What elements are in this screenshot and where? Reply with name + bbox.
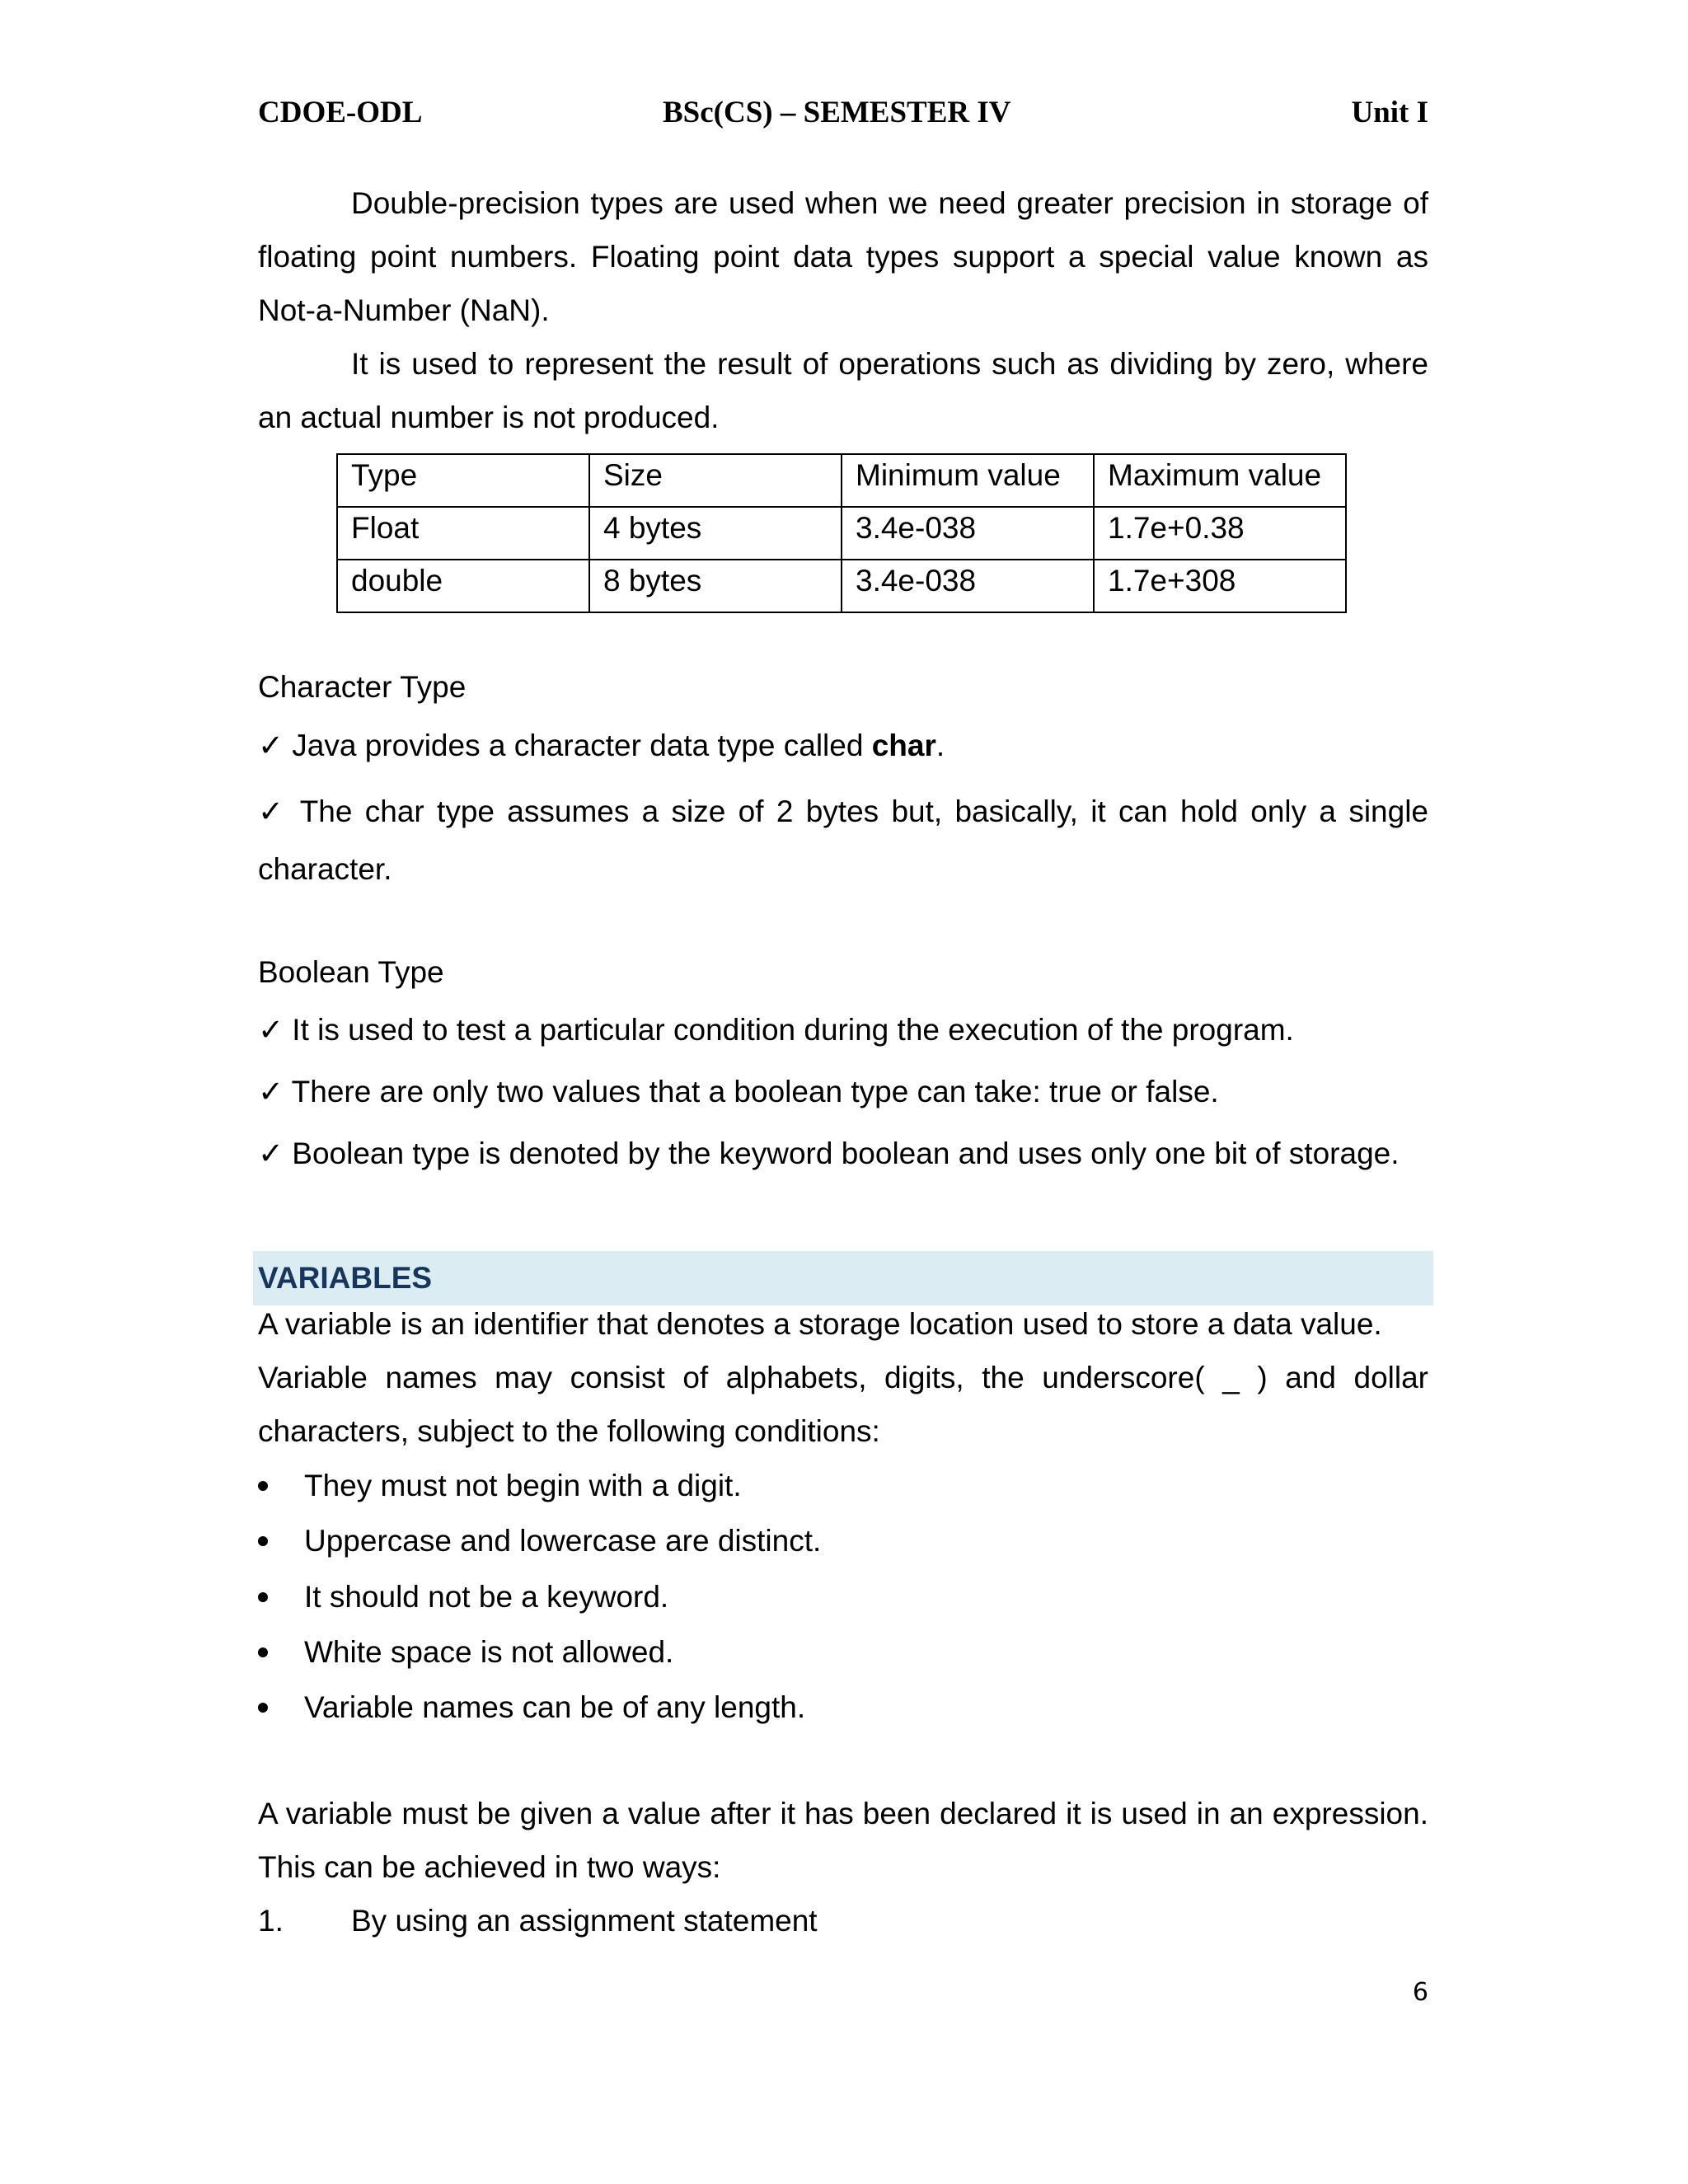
table-cell: 3.4e-038 [842,507,1094,560]
header-left: CDOE-ODL [258,96,423,129]
intro-paragraph-2: It is used to represent the result of operations such as dividing by zero, where an actual number is not produced. [258,347,1428,434]
character-item-1-text: Java provides a character data type called [292,729,872,762]
char-keyword: char [871,729,936,762]
table-header-row [337,454,1346,507]
table-cell: double [337,560,589,612]
list-item: Variable names can be of any length. [304,1690,806,1724]
boolean-item-text: There are only two values that a boolean type can take: true or false. [291,1075,1219,1108]
numbered-list-number: 1. [258,1904,284,1938]
bullet-icon [258,1647,268,1657]
character-item-1 [258,725,945,766]
table-header-cell: Size [589,454,842,507]
variables-naming-paragraph: Variable names may consist of alphabets, digits, the underscore( _ ) and dollar characters, subject to the following conditions: [258,1361,1428,1448]
assignment-paragraph: A variable must be given a value after it has been declared it is used in an expression. This can be achieved in two ways: [258,1797,1428,1884]
table-cell: 1.7e+0.38 [1094,507,1346,560]
table-header-cell: Type [337,454,589,507]
boolean-item-text: Boolean type is denoted by the keyword boolean and uses only one bit of storage. [292,1137,1400,1170]
character-item-2-text: The char type assumes a size of 2 bytes but, basically, it can hold only a single character. [258,794,1428,886]
table-header-cell: Minimum value [842,454,1094,507]
numbered-list-item: By using an assignment statement [351,1904,818,1938]
table-cell: Float [337,507,589,560]
float-types-table [336,453,1347,613]
character-type-heading: Character Type [258,670,467,704]
list-item: White space is not allowed. [304,1635,674,1669]
table-cell: 8 bytes [589,560,842,612]
table-cell: 1.7e+308 [1094,560,1346,612]
boolean-item [258,1133,1400,1174]
list-item: Uppercase and lowercase are distinct. [304,1524,822,1558]
table-header-cell: Maximum value [1094,454,1346,507]
character-item-1-suffix: . [935,729,945,762]
table-row [337,560,1346,612]
boolean-item-text: It is used to test a particular condition during the execution of the program. [292,1013,1294,1047]
table-row [337,507,1346,560]
intro-paragraph-1: Double-precision types are used when we need greater precision in storage of floating point numbers. Floating point data types support a special value known as Not-a-Number (NaN). [258,186,1428,327]
bullet-icon [258,1703,268,1713]
table-cell: 4 bytes [589,507,842,560]
list-item: They must not begin with a digit. [304,1469,742,1502]
check-mark-icon: ✓ [258,1075,284,1108]
bullet-icon [258,1592,268,1602]
variables-heading: VARIABLES [258,1261,433,1295]
header-right: Unit I [1351,96,1428,129]
boolean-item [258,1071,1219,1113]
header-center: BSc(CS) – SEMESTER IV [663,96,1011,129]
list-item: It should not be a keyword. [304,1580,669,1614]
character-item-2 [258,783,1428,898]
bullet-icon [258,1481,268,1491]
check-mark-icon: ✓ [258,729,284,762]
boolean-item [258,1010,1294,1051]
variables-definition: A variable is an identifier that denotes a storage location used to store a data value. [258,1307,1382,1341]
page-number: 6 [1412,1978,1428,2007]
boolean-type-heading: Boolean Type [258,955,444,989]
table-cell: 3.4e-038 [842,560,1094,612]
check-mark-icon: ✓ [258,1137,284,1170]
bullet-icon [258,1536,268,1546]
check-mark-icon: ✓ [258,794,288,828]
check-mark-icon: ✓ [258,1013,284,1047]
